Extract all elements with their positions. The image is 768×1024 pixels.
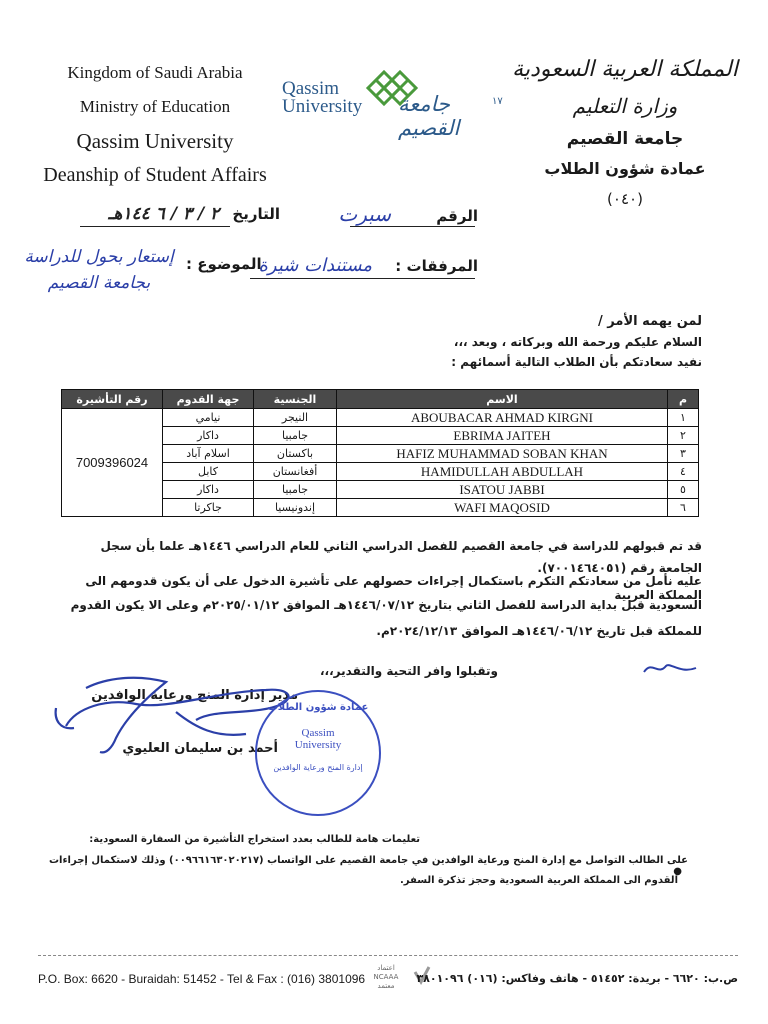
letterhead-ar-line: (٠٤٠) (607, 190, 643, 208)
col-name: الاسم (337, 390, 668, 409)
attachments-label: المرفقات : (395, 257, 478, 275)
university-logo (282, 66, 510, 140)
stamp-bottom-text: إدارة المنح ورعاية الوافدين (273, 763, 363, 772)
index-cell: ١ (668, 409, 699, 427)
english-letterhead (30, 56, 280, 192)
nationality-cell: جامبيا (254, 481, 337, 499)
instructions-bullet-line (48, 855, 688, 877)
logo-number: ١٧ (492, 96, 503, 107)
letterhead-ar-line: المملكة العربية السعودية (512, 57, 738, 82)
number-field (338, 202, 478, 226)
logo-english-text: Qassim University (282, 78, 363, 117)
origin-cell: داكار (163, 481, 254, 499)
attachments-value: مستندات شيرة (258, 255, 373, 276)
origin-cell: جاكرتا (163, 499, 254, 517)
letterhead-en-line: Deanship of Student Affairs (43, 164, 267, 186)
greeting: السلام عليكم ورحمة الله وبركاته ، وبعد ،،، (453, 335, 702, 349)
letterhead-ar-line: وزارة التعليم (572, 94, 678, 118)
date-value: ٢ / ٣ / ٦ ١٤٤هـ (108, 204, 220, 224)
name-cell: HAMIDULLAH ABDULLAH (337, 463, 668, 481)
index-cell: ٤ (668, 463, 699, 481)
letterhead-en-line: Ministry of Education (79, 97, 231, 116)
salutation-to: لمن يهمه الأمر / (598, 314, 702, 329)
letterhead-en-line: Kingdom of Saudi Arabia (67, 63, 243, 82)
date-underline (80, 226, 230, 227)
name-cell: WAFI MAQOSID (337, 499, 668, 517)
request-paragraph-line: للمملكة قبل تاريخ ١٤٤٦/٠٦/١٢هـ الموافق ٢٠٢٤/١٢/١٣م. (376, 624, 702, 638)
signatory-title: مدير إدارة المنح ورعاية الوافدين (91, 688, 298, 703)
name-cell: EBRIMA JAITEH (337, 427, 668, 445)
acceptance-paragraph: قد تم قبولهم للدراسة في جامعة القصيم للفصل الدراسي الثاني للعام الدراسي ١٤٤٦هـ علما بأن سجل الجامعة رقم (٧٠٠١٤٦٤٠٥١). (100, 539, 702, 575)
students-table (61, 389, 699, 517)
subject-label: الموضوع : (186, 255, 262, 273)
name-cell: ABOUBACAR AHMAD KIRGNI (337, 409, 668, 427)
col-origin: جهة القدوم (163, 390, 254, 409)
table-header-row (62, 390, 699, 409)
index-cell: ٦ (668, 499, 699, 517)
signatory-name: أحمد بن سليمان العليوي (122, 741, 278, 756)
col-nationality: الجنسية (254, 390, 337, 409)
stamp-center-text: Qassim University (294, 727, 342, 751)
attachments-underline (250, 278, 475, 279)
closing-line: وتقبلوا وافر التحية والتقدير،،، (320, 664, 498, 678)
attachments-field (258, 255, 478, 276)
nationality-cell: جامبيا (254, 427, 337, 445)
footer-address-en: P.O. Box: 6620 - Buraidah: 51452 - Tel & Fax : (016) 3801096 (38, 972, 366, 986)
letterhead-ar-line: عمادة شؤون الطلاب (544, 159, 706, 178)
footer-address-ar: ص.ب: ٦٦٢٠ - بريدة: ٥١٤٥٢ - هاتف وفاكس: (٠١٦) ٣٨٠١٠٩٦ (416, 972, 738, 985)
number-underline (350, 226, 475, 227)
name-cell: ISATOU JABBI (337, 481, 668, 499)
date-label: التاريخ (232, 205, 280, 223)
origin-cell: كابل (163, 463, 254, 481)
stamp-top-text: عمادة شؤون الطلاب (267, 702, 369, 713)
official-stamp (255, 690, 381, 816)
bullet-icon: ● (673, 866, 682, 877)
nationality-cell: النيجر (254, 409, 337, 427)
date-field (80, 204, 280, 224)
intro-line: نفيد سعادتكم بأن الطلاب التالية أسمائهم : (451, 355, 702, 369)
index-cell: ٣ (668, 445, 699, 463)
arabic-letterhead (500, 52, 750, 214)
request-paragraph-line: عليه نأمل من سعادتكم التكرم باستكمال إجراءات حصولهم على تأشيرة الدخول على أن يكون قدومهم الى المملكة العربية (85, 574, 702, 602)
col-visa: رقم التأشيرة (62, 390, 163, 409)
letterhead-ar-line: جامعة القصيم (566, 129, 684, 149)
instructions-bullet-line-2: القدوم الى المملكة العربية السعودية وحجز تذكرة السفر. (400, 875, 678, 886)
accreditation-badge: اعتماد NCAAA معتمد (373, 964, 399, 990)
name-cell: HAFIZ MUHAMMAD SOBAN KHAN (337, 445, 668, 463)
visa-number: 7009396024 (62, 409, 163, 517)
number-label: الرقم (436, 207, 478, 225)
subject-value: إستعار بحول للدراسة بجامعة القصيم (24, 247, 174, 293)
letterhead-en-line: Qassim University (76, 129, 234, 153)
footer-divider (38, 955, 738, 956)
index-cell: ٢ (668, 427, 699, 445)
nationality-cell: باكستان (254, 445, 337, 463)
nationality-cell: إندونيسيا (254, 499, 337, 517)
instructions-bullet-text: على الطالب التواصل مع إدارة المنح ورعاية الوافدين في جامعة القصيم على الواتساب (٠٠٩٦٦١٦٣٠٢٠٢١٧) وذلك لاستكمال إجراءات (48, 855, 688, 866)
instructions-title: تعليمات هامة للطالب بعدد استخراج التأشيرة من السفارة السعودية: (89, 834, 420, 845)
request-paragraph-line: السعودية قبل بداية الدراسة للفصل الثاني بتاريخ ١٤٤٦/٠٧/١٢هـ الموافق ٢٠٢٥/٠١/١٢م وعلى الا يكون القدوم (70, 598, 702, 612)
col-index: م (668, 390, 699, 409)
logo-arabic-text: جامعة القصيم (398, 92, 460, 140)
origin-cell: اسلام آباد (163, 445, 254, 463)
number-value: سبرت (338, 202, 392, 226)
table-row (62, 409, 699, 427)
handwritten-mark-icon (640, 656, 700, 680)
nationality-cell: أفغانستان (254, 463, 337, 481)
origin-cell: نيامي (163, 409, 254, 427)
origin-cell: داكار (163, 427, 254, 445)
index-cell: ٥ (668, 481, 699, 499)
